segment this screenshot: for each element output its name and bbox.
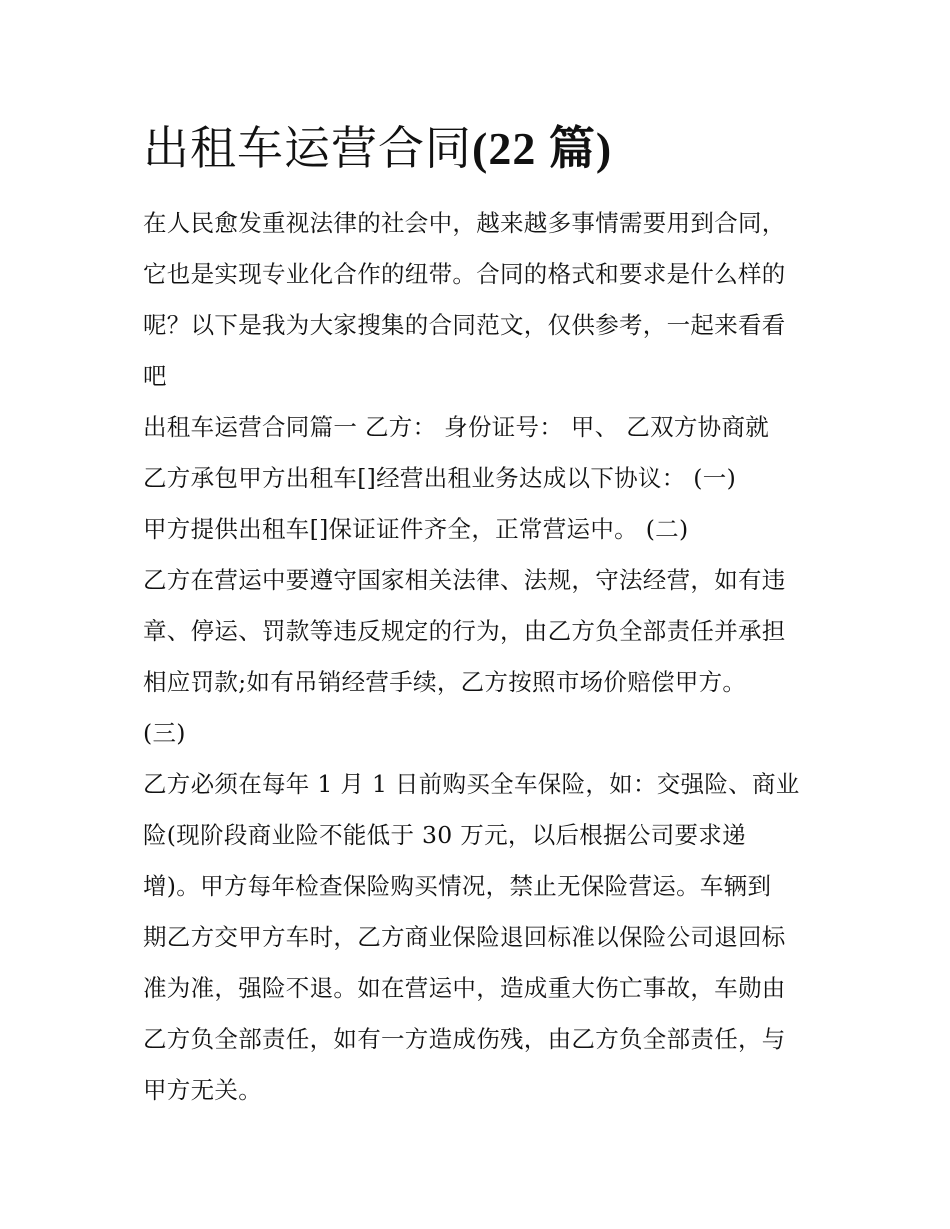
document-body <box>143 198 823 1116</box>
body-line: 乙方必须在每年 1 月 1 日前购买全车保险，如：交强险、商业 <box>143 770 800 798</box>
title-text: 出租车运营合同 <box>143 121 472 175</box>
body-line: 它也是实现专业化合作的纽带。合同的格式和要求是什么样的 <box>143 260 786 288</box>
body-line: 相应罚款;如有吊销经营手续，乙方按照市场价赔偿甲方。 <box>143 668 747 696</box>
body-line: 出租车运营合同篇一 乙方： 身份证号： 甲、 乙双方协商就 <box>143 413 770 441</box>
body-line: 章、停运、罚款等违反规定的行为，由乙方负全部责任并承担 <box>143 617 786 645</box>
body-line: 险(现阶段商业险不能低于 30 万元，以后根据公司要求递 <box>143 821 746 849</box>
body-line: 乙方在营运中要遵守国家相关法律、法规，守法经营，如有违 <box>143 566 786 594</box>
body-line: 甲方无关。 <box>143 1076 262 1104</box>
body-line: 吧 <box>143 362 167 390</box>
body-line: 甲方提供出租车[]保证证件齐全，正常营运中。 (二) <box>143 515 689 543</box>
body-line: 增)。甲方每年检查保险购买情况，禁止无保险营运。车辆到 <box>143 872 772 900</box>
title-count: (22 篇) <box>472 123 613 174</box>
body-line: (三) <box>143 719 186 747</box>
body-line: 乙方承包甲方出租车[]经营出租业务达成以下协议： (一) <box>143 464 737 492</box>
body-line: 在人民愈发重视法律的社会中，越来越多事情需要用到合同， <box>143 209 786 237</box>
body-line: 乙方负全部责任，如有一方造成伤残，由乙方负全部责任，与 <box>143 1025 786 1053</box>
body-line: 呢？以下是我为大家搜集的合同范文，仅供参考，一起来看看 <box>143 311 786 339</box>
body-line: 准为准，强险不退。如在营运中，造成重大伤亡事故，车勋由 <box>143 974 786 1002</box>
body-line: 期乙方交甲方车时，乙方商业保险退回标准以保险公司退回标 <box>143 923 786 951</box>
document-title <box>143 118 612 179</box>
